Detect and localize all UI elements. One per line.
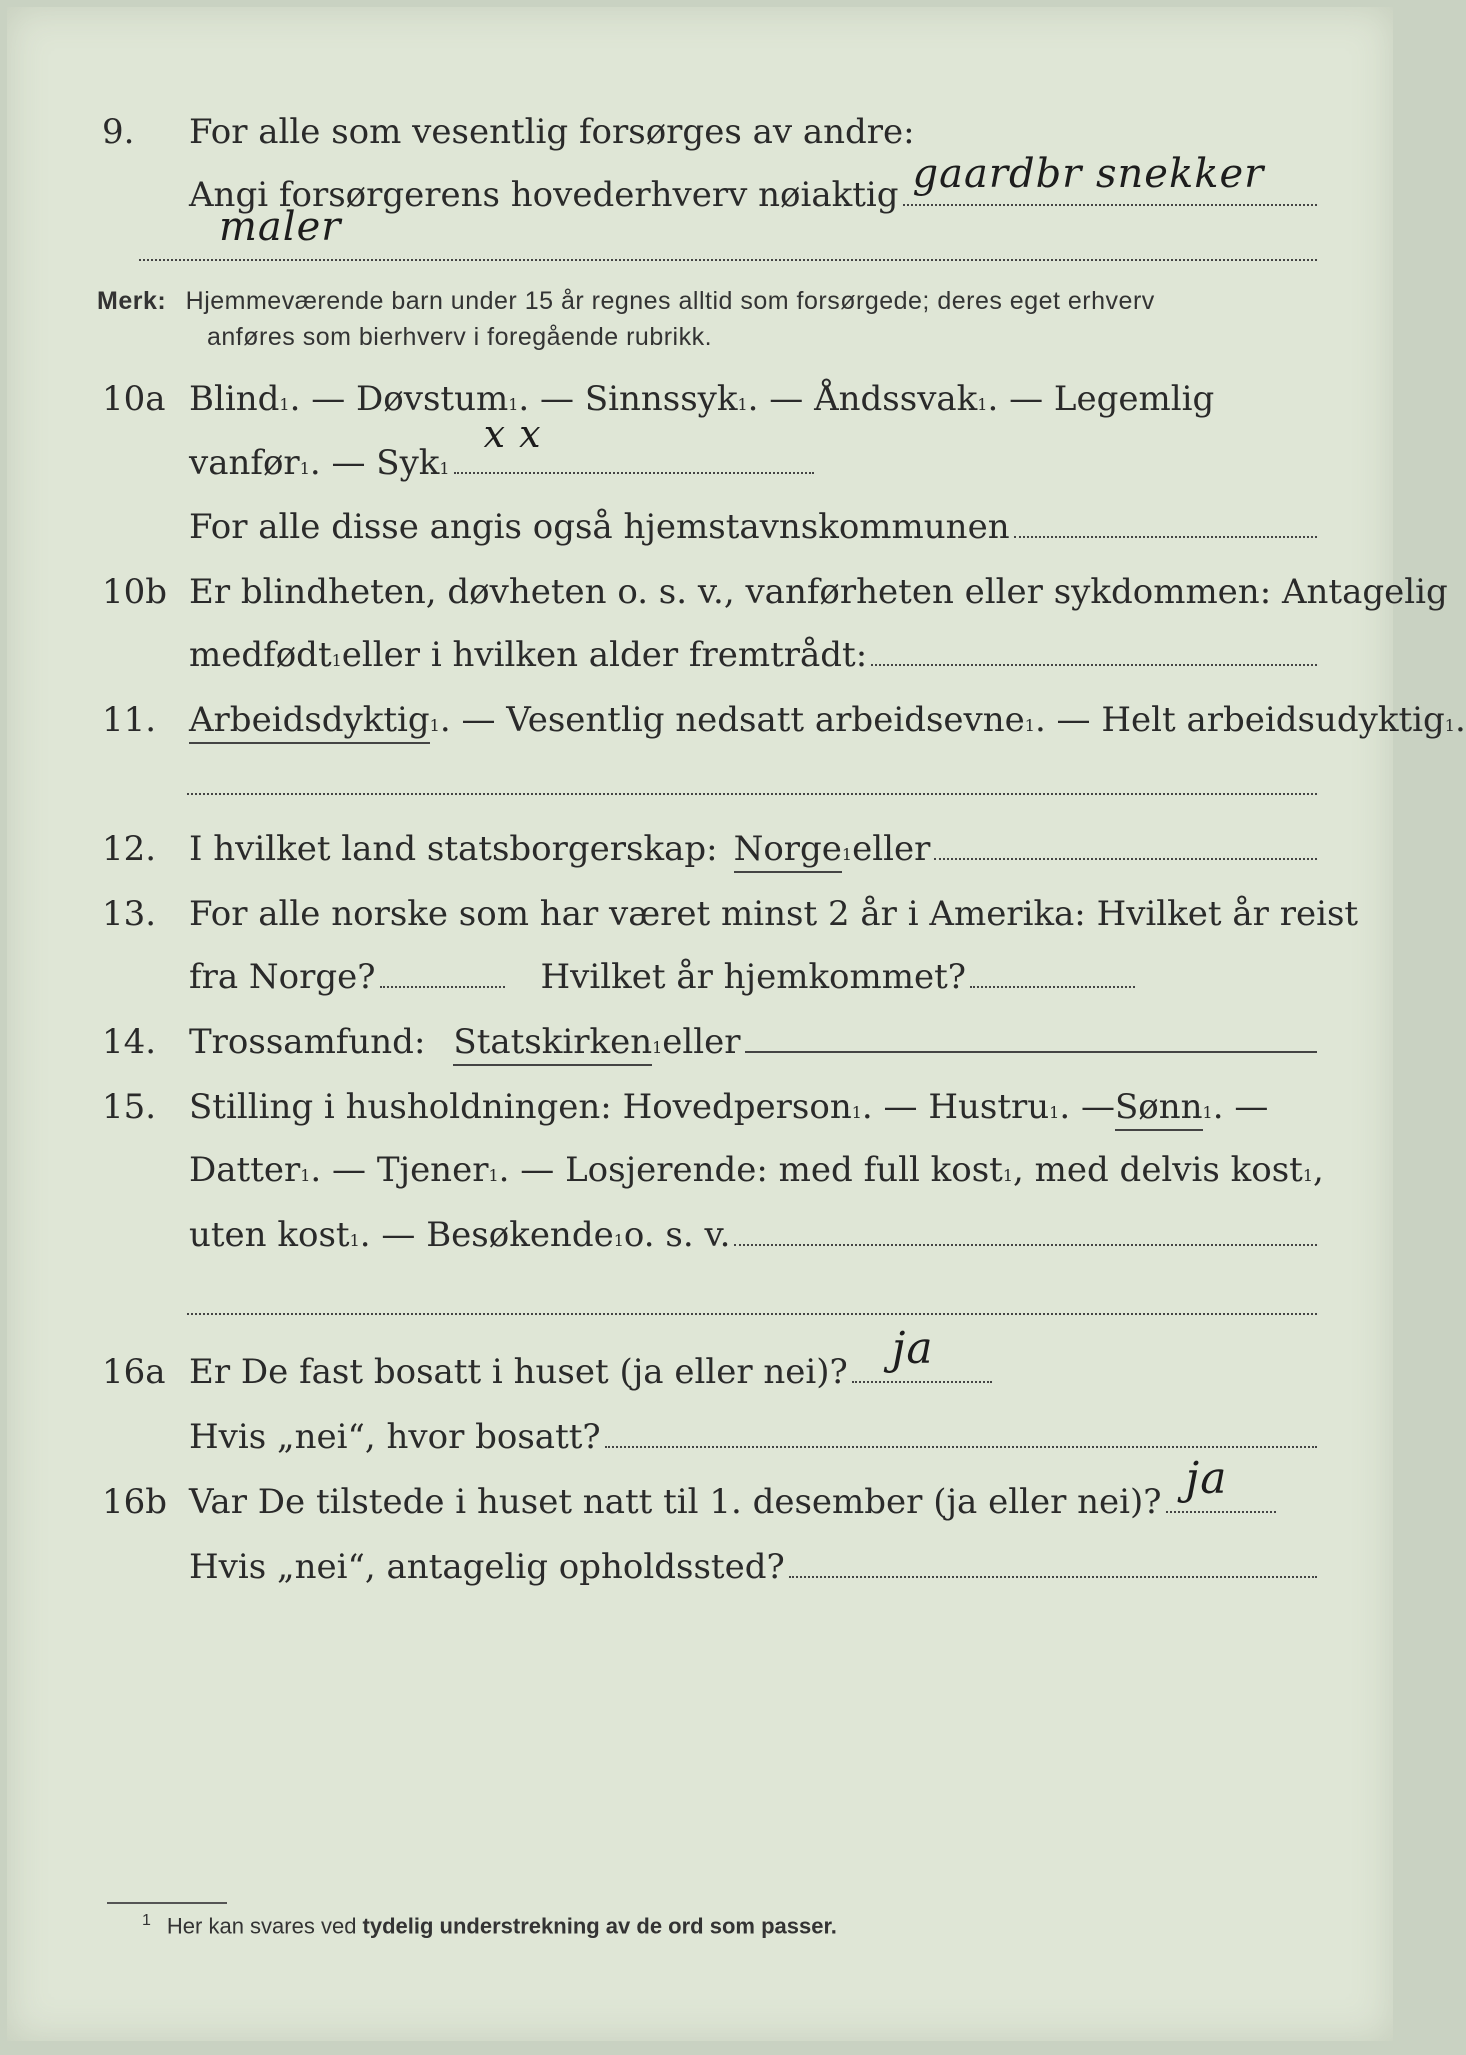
q10a-opt-legemlig[interactable]: . — Legemlig <box>987 379 1215 419</box>
q16a-answer: ja <box>891 1323 934 1374</box>
q16b-answer-field[interactable] <box>1166 1453 1276 1513</box>
q12-number: 12. <box>102 829 157 869</box>
q10a-disability-field[interactable] <box>454 412 814 474</box>
q10b-number: 10b <box>102 572 168 612</box>
q13-line1 <box>102 894 1359 934</box>
q9-line3 <box>102 204 1317 261</box>
q11-opt-arbeidsdyktig[interactable]: Arbeidsdyktig <box>189 700 430 744</box>
q15-opt-uten-kost[interactable]: uten kost <box>189 1215 350 1255</box>
q15-status-field[interactable] <box>734 1220 1317 1246</box>
q15-extra-line[interactable] <box>187 1313 1317 1315</box>
q13-return-field[interactable] <box>970 962 1135 988</box>
q10a-opt-vanfor[interactable]: vanfør <box>189 443 300 483</box>
merk-note <box>97 283 1327 319</box>
q16a-number: 16a <box>102 1352 166 1392</box>
q15-line3: uten kost 1 . — Besøkende 1 o. s. v. <box>102 1215 1317 1255</box>
q15-opt-tjener[interactable]: . — Tjener <box>310 1150 489 1190</box>
q10a-opt-andssvak[interactable]: . — Åndssvak <box>747 379 978 419</box>
q11-line1: 11. Arbeidsdyktig 1 . — Vesentlig nedsatt arbeidsevne 1 . — Helt arbeidsudyktig 1 . <box>102 700 1317 744</box>
q16a-where-label: Hvis „nei“, hvor bosatt? <box>189 1417 601 1457</box>
q14-religion-field[interactable] <box>745 1027 1317 1053</box>
q16b-line2 <box>102 1547 1317 1587</box>
q16a-question: Er De fast bosatt i huset (ja eller nei)? <box>189 1352 848 1392</box>
q13-return-label: Hvilket år hjemkommet? <box>540 957 967 997</box>
q15-opt-datter[interactable]: Datter <box>189 1150 301 1190</box>
q10a-hjemstavn-field[interactable] <box>1014 512 1317 538</box>
footnote-text-b: tydelig understrekning av de ord som passer. <box>362 1913 837 1939</box>
q15-number: 15. <box>102 1087 157 1127</box>
q10a-opt-blind[interactable]: Blind <box>189 379 280 419</box>
q12-country-field[interactable] <box>934 834 1317 860</box>
q9-occupation-field[interactable] <box>903 151 1317 206</box>
q10a-line3 <box>102 507 1317 547</box>
q14-number: 14. <box>102 1022 157 1062</box>
merk-label: Merk: <box>97 287 167 315</box>
q15-opt-besokende[interactable]: . — Besøkende <box>359 1215 614 1255</box>
q9-question: For alle som vesentlig forsørges av andre: <box>189 112 915 152</box>
q14-question: Trossamfund: <box>189 1022 426 1062</box>
q15-opt-delvis-kost[interactable]: , med delvis kost <box>1013 1150 1303 1190</box>
q16b-stay-label: Hvis „nei“, antagelig opholdssted? <box>189 1547 785 1587</box>
q15-opt-hustru[interactable]: . — Hustru <box>861 1087 1050 1127</box>
q11-opt-udyktig[interactable]: . — Helt arbeidsudyktig <box>1034 700 1445 740</box>
q16b-line1 <box>102 1453 1317 1522</box>
q10a-opt-syk[interactable]: . — Syk <box>309 443 440 483</box>
footnote-mark: 1 <box>142 1912 151 1929</box>
q9-line1 <box>102 112 1317 152</box>
q13-departure-field[interactable] <box>380 962 505 988</box>
q16b-question: Var De tilstede i huset natt til 1. desember (ja eller nei)? <box>189 1482 1162 1522</box>
q10a-line1: 10a Blind 1 . — Døvstum 1 . — Sinnssyk 1 . — Åndssvak 1 . — Legemlig <box>102 379 1215 419</box>
q12-eller: eller <box>852 829 931 869</box>
footnote-text-a: Her kan svares ved <box>166 1913 363 1939</box>
q13-line2 <box>102 957 1317 997</box>
q13-question: For alle norske som har været minst 2 år i Amerika: Hvilket år reist <box>189 894 1359 934</box>
census-form-page <box>7 7 1466 2041</box>
q10a-handwritten-mark: x x <box>483 412 542 456</box>
q15-line2: Datter 1 . — Tjener 1 . — Losjerende: med full kost 1 , med delvis kost 1 , <box>189 1150 1324 1190</box>
q10a-opt-sinnssyk[interactable]: . — Sinnssyk <box>518 379 738 419</box>
q9-occupation-answer-2: maler <box>219 204 342 250</box>
q16a-line1 <box>102 1323 1317 1392</box>
q15-line1: 15. Stilling i husholdningen: Hovedperson 1 . — Hustru 1 . — Sønn 1 . — <box>102 1087 1317 1131</box>
q10b-question: Er blindheten, døvheten o. s. v., vanførheten eller sykdommen: Antagelig <box>189 572 1448 612</box>
q15-opt-full-kost[interactable]: . — Losjerende: med full kost <box>498 1150 1003 1190</box>
q16a-answer-field[interactable] <box>852 1323 992 1383</box>
q10b-line2: medfødt 1 eller i hvilken alder fremtrådt: <box>102 635 1317 675</box>
q10b-opt-medfodt[interactable]: medfødt <box>189 635 332 675</box>
q15-opt-sonn[interactable]: Sønn <box>1115 1087 1203 1131</box>
q9-occupation-label: Angi forsørgerens hovederhverv nøiaktig <box>189 175 899 215</box>
q14-eller: eller <box>662 1022 741 1062</box>
q13-number: 13. <box>102 894 157 934</box>
footnote <box>142 1912 837 1939</box>
q14-line: 14. Trossamfund: Statskirken 1 eller <box>102 1022 1317 1066</box>
q14-opt-statskirken[interactable]: Statskirken <box>453 1022 652 1066</box>
q11-extra-line[interactable] <box>187 793 1317 795</box>
q10a-hjemstavn-label: For alle disse angis også hjemstavnskommunen <box>189 507 1010 547</box>
q15-opt-hovedperson[interactable]: Stilling i husholdningen: Hovedperson <box>189 1087 852 1127</box>
merk-note-line2 <box>207 319 1307 355</box>
merk-line1: Hjemmeværende barn under 15 år regnes alltid som forsørgede; deres eget erhverv <box>185 287 1155 315</box>
q10a-number: 10a <box>102 379 166 419</box>
q10b-age-field[interactable] <box>871 640 1317 666</box>
q12-opt-norge[interactable]: Norge <box>734 829 842 873</box>
merk-line2: anføres som bierhverv i foregående rubrikk. <box>207 323 713 351</box>
q16b-answer: ja <box>1185 1453 1228 1504</box>
q10b-age-label: eller i hvilken alder fremtrådt: <box>341 635 868 675</box>
q12-question: I hvilket land statsborgerskap: <box>189 829 718 869</box>
q16b-number: 16b <box>102 1482 168 1522</box>
q10b-line1 <box>102 572 1448 612</box>
q11-number: 11. <box>102 700 157 740</box>
q10a-line2: vanfør 1 . — Syk 1 x x <box>102 443 1317 483</box>
q11-opt-nedsatt[interactable]: . — Vesentlig nedsatt arbeidsevne <box>439 700 1025 740</box>
q9-number: 9. <box>102 112 135 152</box>
footnote-rule <box>107 1902 227 1904</box>
q9-occupation-answer: gaardbr snekker <box>912 151 1265 197</box>
q12-line: 12. I hvilket land statsborgerskap: Norge 1 eller <box>102 829 1317 873</box>
q16b-stay-field[interactable] <box>789 1552 1317 1578</box>
q16a-where-field[interactable] <box>605 1422 1317 1448</box>
q13-departure-label: fra Norge? <box>189 957 376 997</box>
q9-occupation-field-2[interactable] <box>139 204 1317 261</box>
q10a-opt-dovstum[interactable]: . — Døvstum <box>289 379 509 419</box>
q16a-line2 <box>102 1417 1317 1457</box>
